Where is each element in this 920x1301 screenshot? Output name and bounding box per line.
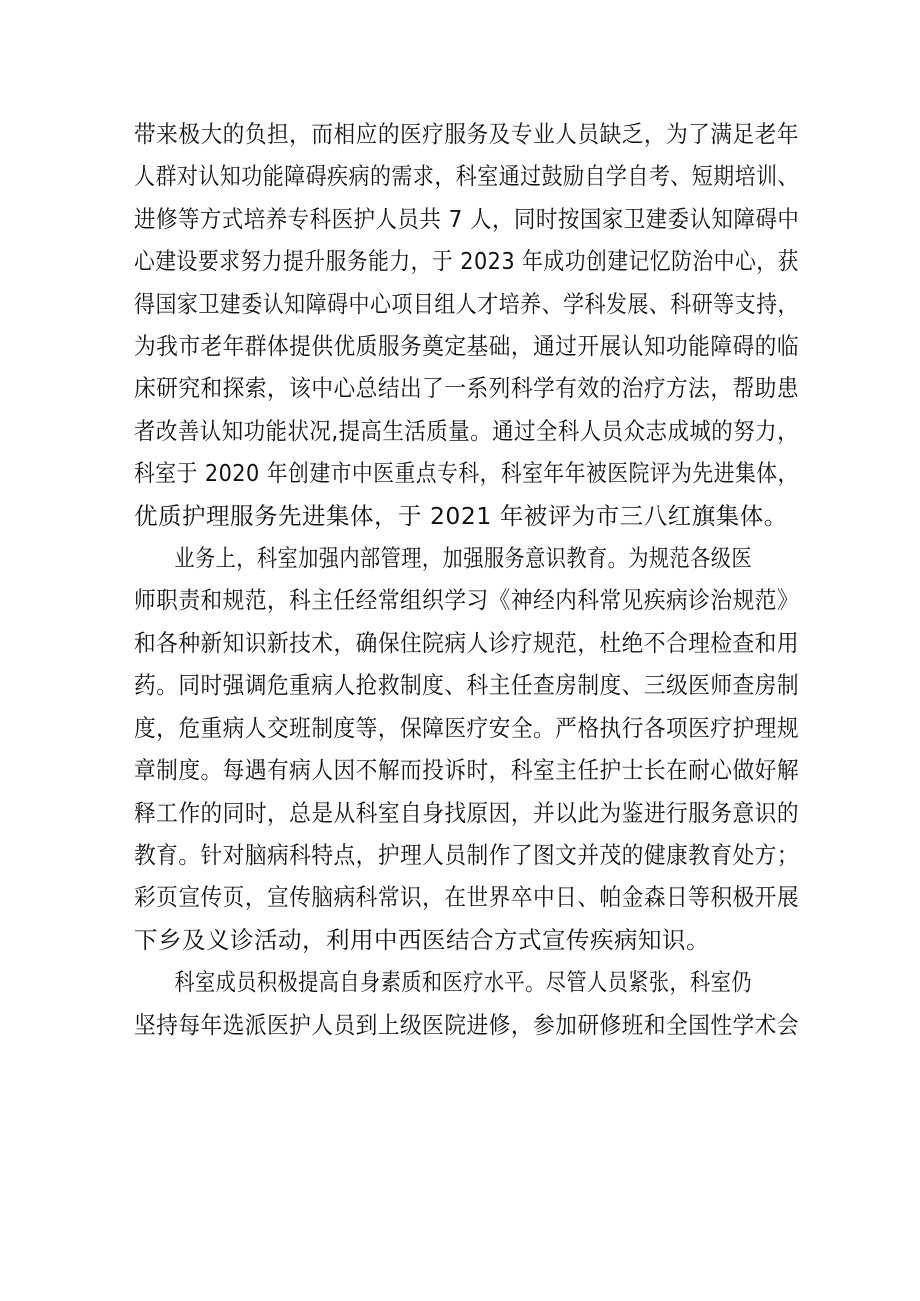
text-line: 人群对认知功能障碍疾病的需求，科室通过鼓励自学自考、短期培训、: [134, 162, 799, 191]
paragraph-1: [134, 113, 799, 537]
text-line: 得国家卫建委认知障碍中心项目组人才培养、学科发展、科研等支持，: [134, 289, 799, 318]
text-line: 释工作的同时，总是从科室自身找原因，并以此为鉴进行服务意识的: [134, 798, 799, 827]
text-line: 章制度。每遇有病人因不解而投诉时，科室主任护士长在耐心做好解: [134, 756, 799, 785]
text-line: 科室成员积极提高自身素质和医疗水平。尽管人员紧张，科室仍: [174, 968, 752, 997]
text-line: 坚持每年选派医护人员到上级医院进修，参加研修班和全国性学术会: [134, 1010, 799, 1039]
text-line: 药。同时强调危重病人抢救制度、科主任查房制度、三级医师查房制: [134, 671, 799, 700]
paragraph-3: [134, 961, 799, 1046]
text-line: 带来极大的负担，而相应的医疗服务及专业人员缺乏，为了满足老年: [134, 120, 799, 148]
text-line: 师职责和规范，科主任经常组织学习《神经内科常见疾病诊治规范》: [134, 586, 799, 615]
text-line: 和各种新知识新技术，确保住院病人诊疗规范，杜绝不合理检查和用: [134, 628, 799, 657]
text-line: 者改善认知功能状况,提高生活质量。通过全科人员众志成城的努力，: [134, 416, 800, 445]
text-line: 下乡及义诊活动，利用中西医结合方式宣传疾病知识。: [134, 925, 710, 954]
document-body: [134, 113, 799, 1046]
text-line: 度，危重病人交班制度等，保障医疗安全。严格执行各项医疗护理规: [134, 713, 799, 742]
text-line: 科室于 2020 年创建市中医重点专科，科室年年被医院评为先进集体，: [134, 459, 799, 488]
paragraph-2: [134, 537, 799, 961]
text-line: 心建设要求努力提升服务能力，于 2023 年成功创建记忆防治中心，获: [134, 247, 799, 276]
text-line: 床研究和探索，该中心总结出了一系列科学有效的治疗方法，帮助患: [134, 374, 799, 403]
text-line: 进修等方式培养专科医护人员共 7 人，同时按国家卫建委认知障碍中: [134, 204, 800, 233]
text-line: 优质护理服务先进集体，于 2021 年被评为市三八红旗集体。: [134, 501, 788, 530]
text-line: 业务上，科室加强内部管理，加强服务意识教育。为规范各级医: [174, 544, 752, 573]
text-line: 为我市老年群体提供优质服务奠定基础，通过开展认知功能障碍的临: [134, 332, 799, 361]
text-line: 教育。针对脑病科特点，护理人员制作了图文并茂的健康教育处方；: [134, 840, 799, 869]
text-line: 彩页宣传页，宣传脑病科常识，在世界卒中日、帕金森日等积极开展: [134, 883, 799, 912]
